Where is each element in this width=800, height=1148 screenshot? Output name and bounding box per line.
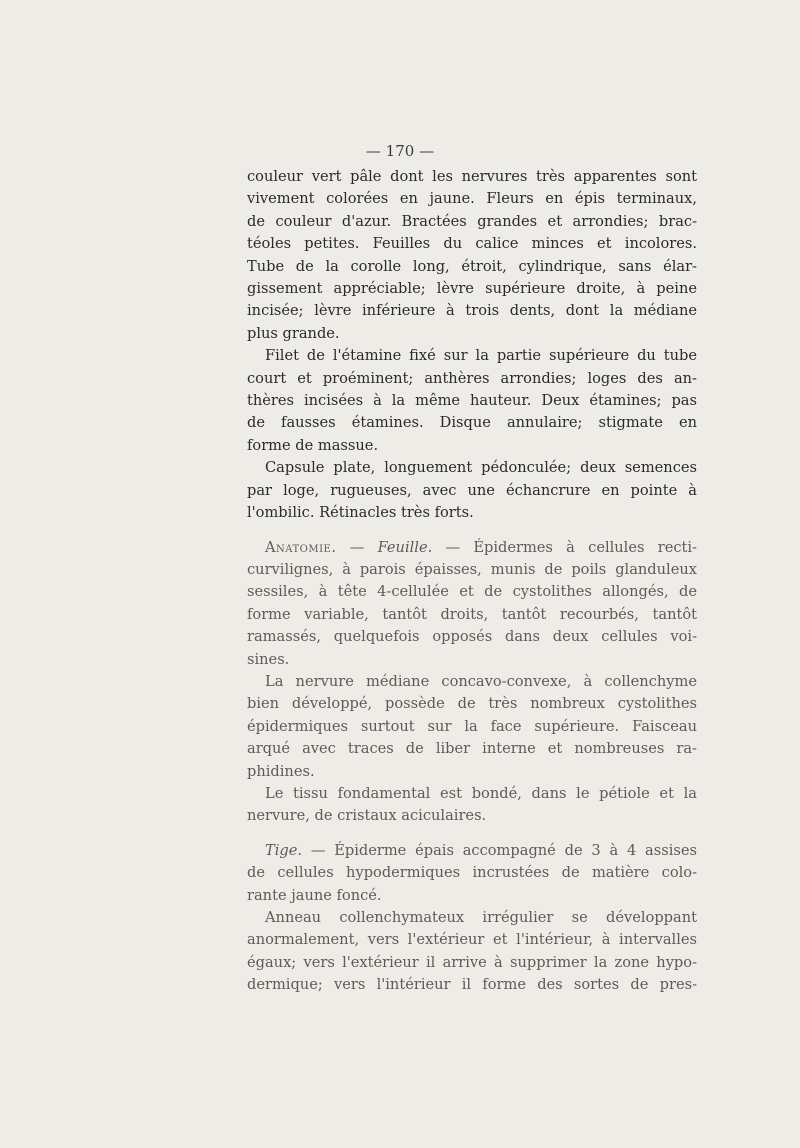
text-line: plus grande.: [247, 324, 340, 342]
paragraph: [247, 783, 697, 828]
text-line: Filet de l'étamine fixé sur la partie supérieure du tube: [265, 347, 697, 365]
paragraph: [247, 166, 697, 345]
text-line: Tube de la corolle long, étroit, cylindrique, sans élar-: [247, 257, 697, 275]
text-line: couleur vert pâle dont les nervures très apparentes sont: [247, 168, 697, 185]
text-line: ramassés, quelquefois opposés dans deux cellules voi-: [247, 628, 697, 646]
text-line: égaux; vers l'extérieur il arrive à supprimer la zone hypo-: [247, 953, 697, 971]
text-line: dermique; vers l'intérieur il forme des sortes de pres-: [247, 976, 697, 994]
text-line: court et proéminent; anthères arrondies; loges des an-: [247, 369, 697, 387]
paragraph: [247, 457, 697, 524]
text-line: — Épidermes à cellules recti-: [432, 538, 697, 556]
paragraph: [247, 345, 697, 457]
section-heading: Anatomie.: [265, 538, 337, 556]
page-number: — 170 —: [365, 142, 435, 160]
anatomy-heading-line: [247, 537, 697, 559]
paragraph: [247, 671, 697, 783]
text-line: de cellules hypodermiques incrustées de matière colo-: [247, 864, 697, 882]
text-line: rante jaune foncé.: [247, 886, 382, 904]
text-line: phidines.: [247, 762, 315, 780]
text-line: sessiles, à tête 4-cellulée et de cystolithes allongés, de: [247, 583, 697, 601]
text-line: de fausses étamines. Disque annulaire; stigmate en: [247, 414, 697, 432]
text-line: bien développé, possède de très nombreux cystolithes: [247, 695, 697, 713]
text-line: Le tissu fondamental est bondé, dans le pétiole et la: [265, 784, 697, 802]
subsection-heading: Tige.: [265, 841, 303, 859]
text-line: thères incisées à la même hauteur. Deux étamines; pas: [247, 392, 697, 410]
text-line: curvilignes, à parois épaisses, munis de poils glanduleux: [247, 560, 697, 578]
text-line: sines.: [247, 650, 290, 668]
text-line: épidermiques surtout sur la face supérieure. Faisceau: [247, 717, 697, 735]
text-line: Anneau collenchymateux irrégulier se développant: [265, 909, 697, 926]
text-body: [247, 166, 697, 997]
text-line: La nervure médiane concavo-convexe, à collenchyme: [265, 672, 697, 690]
subsection-heading: Feuille.: [377, 538, 433, 556]
paragraph: [247, 907, 697, 997]
text-line: téoles petites. Feuilles du calice minces et incolores.: [247, 235, 697, 253]
text-line: incisée; lèvre inférieure à trois dents, dont la médiane: [247, 302, 697, 320]
tige-heading-line: [247, 840, 697, 862]
text-line: anormalement, vers l'extérieur et l'intérieur, à intervalles: [247, 931, 697, 949]
anatomy-section: [247, 537, 697, 671]
text-line: forme de massue.: [247, 436, 379, 454]
text-line: l'ombilic. Rétinacles très forts.: [247, 504, 474, 522]
text-line: forme variable, tantôt droits, tantôt recourbés, tantôt: [247, 605, 697, 623]
text-line: gissement appréciable; lèvre supérieure droite, à peine: [247, 280, 697, 298]
text-line: de couleur d'azur. Bractées grandes et arrondies; brac-: [247, 212, 697, 230]
dash: —: [336, 538, 378, 556]
tige-section: [247, 840, 697, 907]
text-line: — Épiderme épais accompagné de 3 à 4 assises: [302, 841, 697, 859]
text-line: vivement colorées en jaune. Fleurs en épis terminaux,: [247, 190, 697, 208]
text-line: Capsule plate, longuement pédonculée; deux semences: [265, 459, 697, 477]
text-line: nervure, de cristaux aciculaires.: [247, 807, 487, 825]
text-line: par loge, rugueuses, avec une échancrure en pointe à: [247, 481, 697, 499]
text-line: arqué avec traces de liber interne et nombreuses ra-: [247, 740, 697, 758]
